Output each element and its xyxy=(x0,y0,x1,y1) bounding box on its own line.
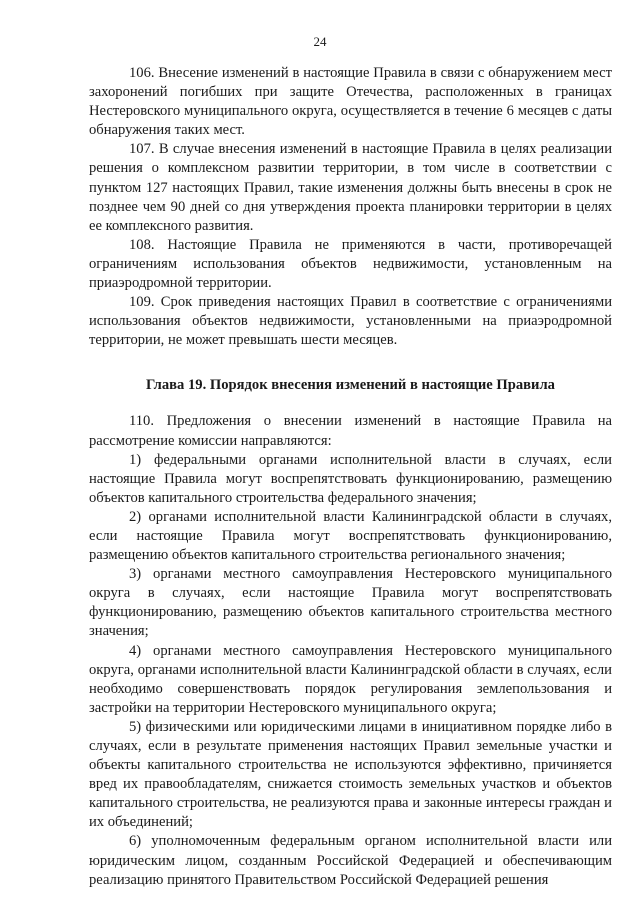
paragraph-106: 106. Внесение изменений в настоящие Правила в связи с обнаружением мест захоронений погибших при защите Отечества, расположенных в границах Нестеровского муниципального округа, осуществляется в течение 6 месяцев с даты обнаружения таких мест. xyxy=(89,65,612,139)
paragraph-109: 109. Срок приведения настоящих Правил в соответствие с ограничениями использования объектов недвижимости, установленными на приаэродромной территории, не может превышать шести месяцев. xyxy=(89,294,612,349)
page-number: 24 xyxy=(313,34,327,49)
list-item-5: 5) физическими или юридическими лицами в инициативном порядке либо в случаях, если в результате применения настоящих Правил земельные участки и объекты капитального строительства не используются эффективно, причиняется вред их правообладателям, снижается стоимость земельных участков и объектов капитального строительства, не реализуются права и законные интересы граждан и их объединений; xyxy=(89,718,612,831)
page-body xyxy=(89,64,612,890)
list-item-6: 6) уполномоченным федеральным органом исполнительной власти или юридическим лицом, созданным Российской Федерацией и обеспечивающим реализацию принятого Правительством Российской Федерацией решения xyxy=(89,833,612,888)
list-item-2: 2) органами исполнительной власти Калининградской области в случаях, если настоящие Правила могут воспрепятствовать функционированию, размещению объектов капитального строительства регионального значения; xyxy=(89,508,612,564)
chapter-heading: Глава 19. Порядок внесения изменений в настоящие Правила xyxy=(146,377,555,394)
list-item-1: 1) федеральными органами исполнительной власти в случаях, если настоящие Правила могут воспрепятствовать функционированию, размещению объектов капитального строительства федерального значения; xyxy=(89,451,612,506)
list-item-4: 4) органами местного самоуправления Нестеровского муниципального округа, органами исполнительной власти Калининградской области в случаях, если необходимо совершенствовать порядок регулирования землепользования и застройки на территории Нестеровского муниципального округа; xyxy=(89,642,612,716)
paragraph-108: 108. Настоящие Правила не применяются в части, противоречащей ограничениям использования объектов недвижимости, установленным на приаэродромной территории. xyxy=(89,236,612,292)
paragraph-110: 110. Предложения о внесении изменений в настоящие Правила на рассмотрение комиссии направляются: xyxy=(89,413,612,449)
list-item-3: 3) органами местного самоуправления Нестеровского муниципального округа в случаях, если настоящие Правила могут воспрепятствовать функционированию, размещению объектов капитального строительства местного значения; xyxy=(89,566,612,640)
paragraph-107: 107. В случае внесения изменений в настоящие Правила в целях реализации решения о комплексном развитии территории, в том числе в соответствии с пунктом 127 настоящих Правил, такие изменения должны быть внесены в срок не позднее чем 90 дней со дня утверждения проекта планировки территории в целях ее комплексного развития. xyxy=(89,141,612,234)
